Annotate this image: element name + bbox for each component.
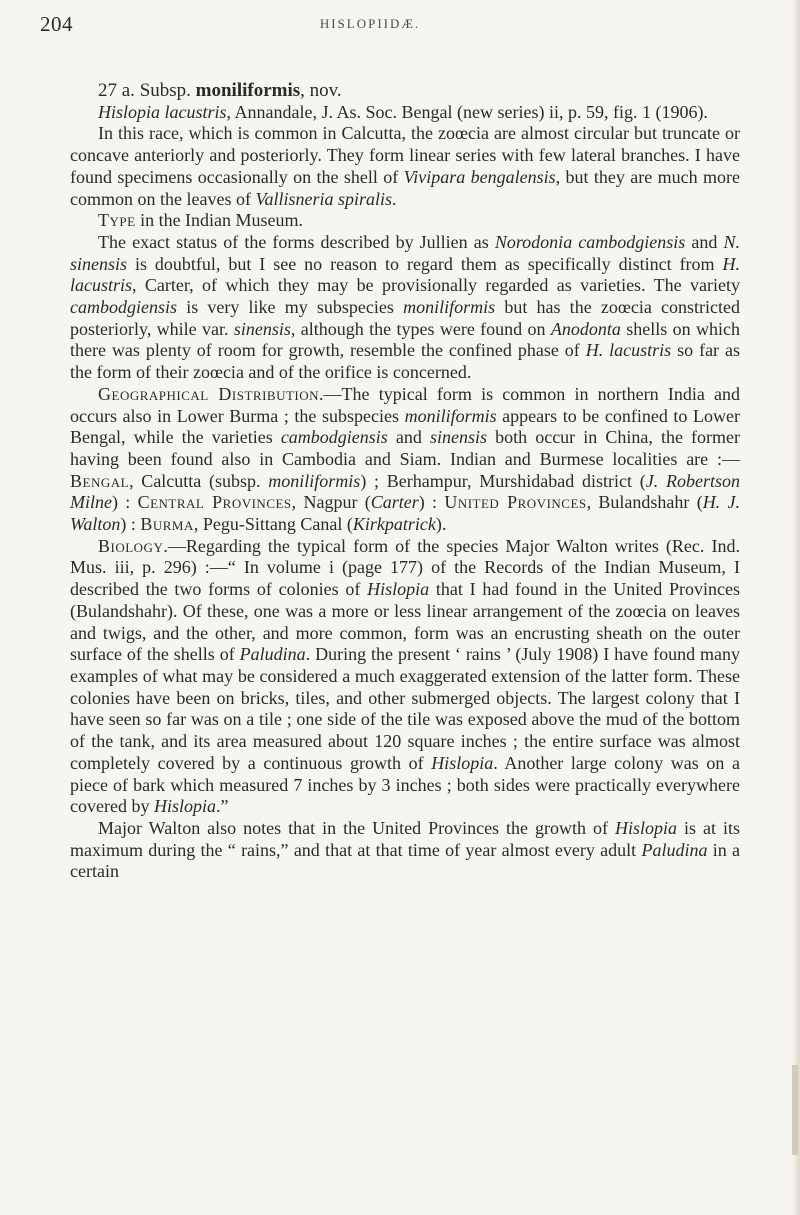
taxon-name: Vallisneria spiralis: [255, 188, 392, 209]
text-run: The exact status of the forms described by Jullien as: [98, 231, 495, 252]
text-run: , although the types were found on: [290, 318, 551, 339]
text-run: that I had found in the United Provinces (Bulandshahr). Of these, one was a more or less linear arrangement of the zoœcia on leaves and twigs, and the other, and more common, form was an encrusting sheath on the outer surface of the shells of: [70, 579, 740, 665]
citation: [70, 102, 740, 124]
subsp-prefix: Subsp.: [139, 80, 191, 101]
page-edge-mark: [792, 1065, 798, 1155]
citation-reference: , Annandale, J. As. Soc. Bengal (new series) ii,: [226, 101, 564, 122]
collector-name: H. J. Walton: [70, 492, 740, 535]
text-run: but has the zoœcia constricted posteriorly, while var.: [70, 297, 740, 339]
text-run: .—Regarding the typical form of the species Major Walton writes (Rec. Ind. Mus. iii, p. 296) :—“ In volume i (page 177) of the Records of the Indian Museum, I described the two forms of colonies of: [70, 535, 740, 600]
paragraph-status: [70, 232, 740, 384]
region-name: Central Provinces: [137, 492, 292, 513]
text-run: .: [391, 188, 397, 209]
region-name: United Provinces: [444, 492, 587, 513]
collector-name: J. Robertson Milne: [70, 470, 741, 513]
distribution-label: Geographical Distribution: [98, 383, 320, 404]
text-run: ) :: [120, 514, 141, 535]
text-run: shells on which there was plenty of room for growth, resemble the confined phase of: [70, 318, 740, 361]
text-run: ) :: [112, 492, 138, 513]
citation-taxon: Hislopia lacustris: [98, 101, 227, 122]
text-run: and: [685, 231, 724, 252]
taxon-name: Hislopia: [367, 579, 430, 600]
section-number: 27 a.: [98, 80, 135, 101]
taxon-name: N. sinensis: [70, 231, 740, 274]
taxon-name: Paludina: [641, 839, 708, 860]
taxon-name: Hislopia: [615, 817, 678, 838]
section-status: , nov.: [300, 80, 342, 101]
taxon-name: H. lacustris: [70, 253, 740, 296]
collector-name: Kirkpatrick: [352, 514, 436, 535]
text-run: , Nagpur (: [291, 492, 371, 513]
paragraph-distribution: [70, 384, 740, 536]
text-run: is at its maximum during the “ rains,” and that at that time of year almost every adult: [70, 817, 740, 860]
taxon-name: sinensis: [233, 318, 291, 339]
text-run: Major Walton also notes that in the United Provinces the growth of: [98, 817, 615, 838]
text-run: . Another large colony was on a piece of bark which measured 7 inches by 3 inches ; both sides were practically everywhere covered by: [70, 752, 740, 817]
text-run: In this race, which is common in Calcutta, the zoœcia are almost circular but truncate or concave anteriorly and posteriorly. They form linear series with few lateral branches. I have found specimens occasionally on the shell of: [70, 123, 740, 187]
taxon-name: cambodgiensis: [280, 427, 388, 448]
region-name: Burma: [140, 514, 194, 535]
text-run: , Carter, of which they may be provisionally regarded as varieties. The variety: [132, 275, 740, 296]
running-head: HISLOPIIDÆ.: [319, 16, 421, 31]
citation-pages: p. 59, fig. 1 (1906).: [567, 101, 708, 122]
text-run: ).: [435, 514, 447, 535]
taxon-name: Hislopia: [153, 796, 216, 817]
text-run: ) ; Berhampur, Murshidabad district (: [360, 470, 646, 491]
taxon-name: Vivipara bengalensis: [403, 166, 556, 187]
text-run: appears to be confined to Lower Bengal, while the varieties: [70, 405, 740, 448]
paragraph-description: [70, 123, 740, 210]
text-run: .”: [215, 796, 229, 817]
taxon-name: Paludina: [239, 644, 306, 665]
text-run: . During the present ‘ rains ’ (July 1908) I have found many examples of what may be considered a much exaggerated extension of the latter form. These colonies have been on bricks, tiles, and other submerged objects. The largest colony that I have seen so far was on a tile ; one side of the tile was exposed above the mud of the bottom of the tank, and its area measured about 120 square inches ; the entire surface was almost completely covered by a continuous growth of: [70, 644, 740, 773]
taxon-name: moniliformis: [403, 297, 496, 318]
text-run: and: [387, 427, 430, 448]
taxon-name: moniliformis: [404, 405, 497, 426]
taxon-name: Norodonia cambodgiensis: [494, 231, 686, 252]
text-run: so far as the form of their zoœcia and of the orifice is concerned.: [70, 340, 740, 383]
paragraph-walton-notes: [70, 818, 740, 883]
text-run: in the Indian Museum.: [135, 210, 304, 231]
text-run: in a certain: [70, 839, 740, 882]
text-run: .—The typical form is common in northern India and occurs also in Lower Burma ; the subspecies: [70, 383, 741, 426]
paragraph-type: [70, 210, 740, 232]
biology-label: Biology: [98, 535, 164, 556]
paragraph-biology: [70, 536, 740, 818]
taxon-name: sinensis: [430, 427, 488, 448]
text-run: , Calcutta (subsp.: [129, 470, 269, 491]
taxon-name: H. lacustris: [585, 340, 672, 361]
text-run: is doubtful, but I see no reason to regard them as specifically distinct from: [127, 253, 723, 274]
page-header: [40, 12, 740, 36]
taxon-name: Hislopia: [431, 752, 494, 773]
text-run: both occur in China, the former having been found also in Cambodia and Siam. Indian and Burmese localities are :—: [70, 427, 741, 469]
page-number: 204: [40, 12, 73, 36]
text-run: , but they are much more common on the leaves of: [70, 166, 740, 209]
type-label: Type: [98, 210, 136, 231]
subspecies-name: moniliformis: [195, 80, 301, 101]
taxon-name: moniliformis: [268, 470, 361, 491]
page-edge: [792, 0, 800, 1215]
section-heading: [70, 80, 740, 102]
taxon-name: Anodonta: [550, 318, 621, 339]
text-run: is very like my subspecies: [177, 297, 404, 318]
text-run: , Bulandshahr (: [586, 492, 703, 513]
collector-name: Carter: [370, 492, 419, 513]
text-run: ) :: [418, 492, 445, 513]
taxon-name: cambodgiensis: [70, 297, 177, 318]
region-name: Bengal: [70, 470, 130, 491]
text-run: , Pegu-Sittang Canal (: [193, 514, 353, 535]
body-text: [70, 80, 740, 883]
